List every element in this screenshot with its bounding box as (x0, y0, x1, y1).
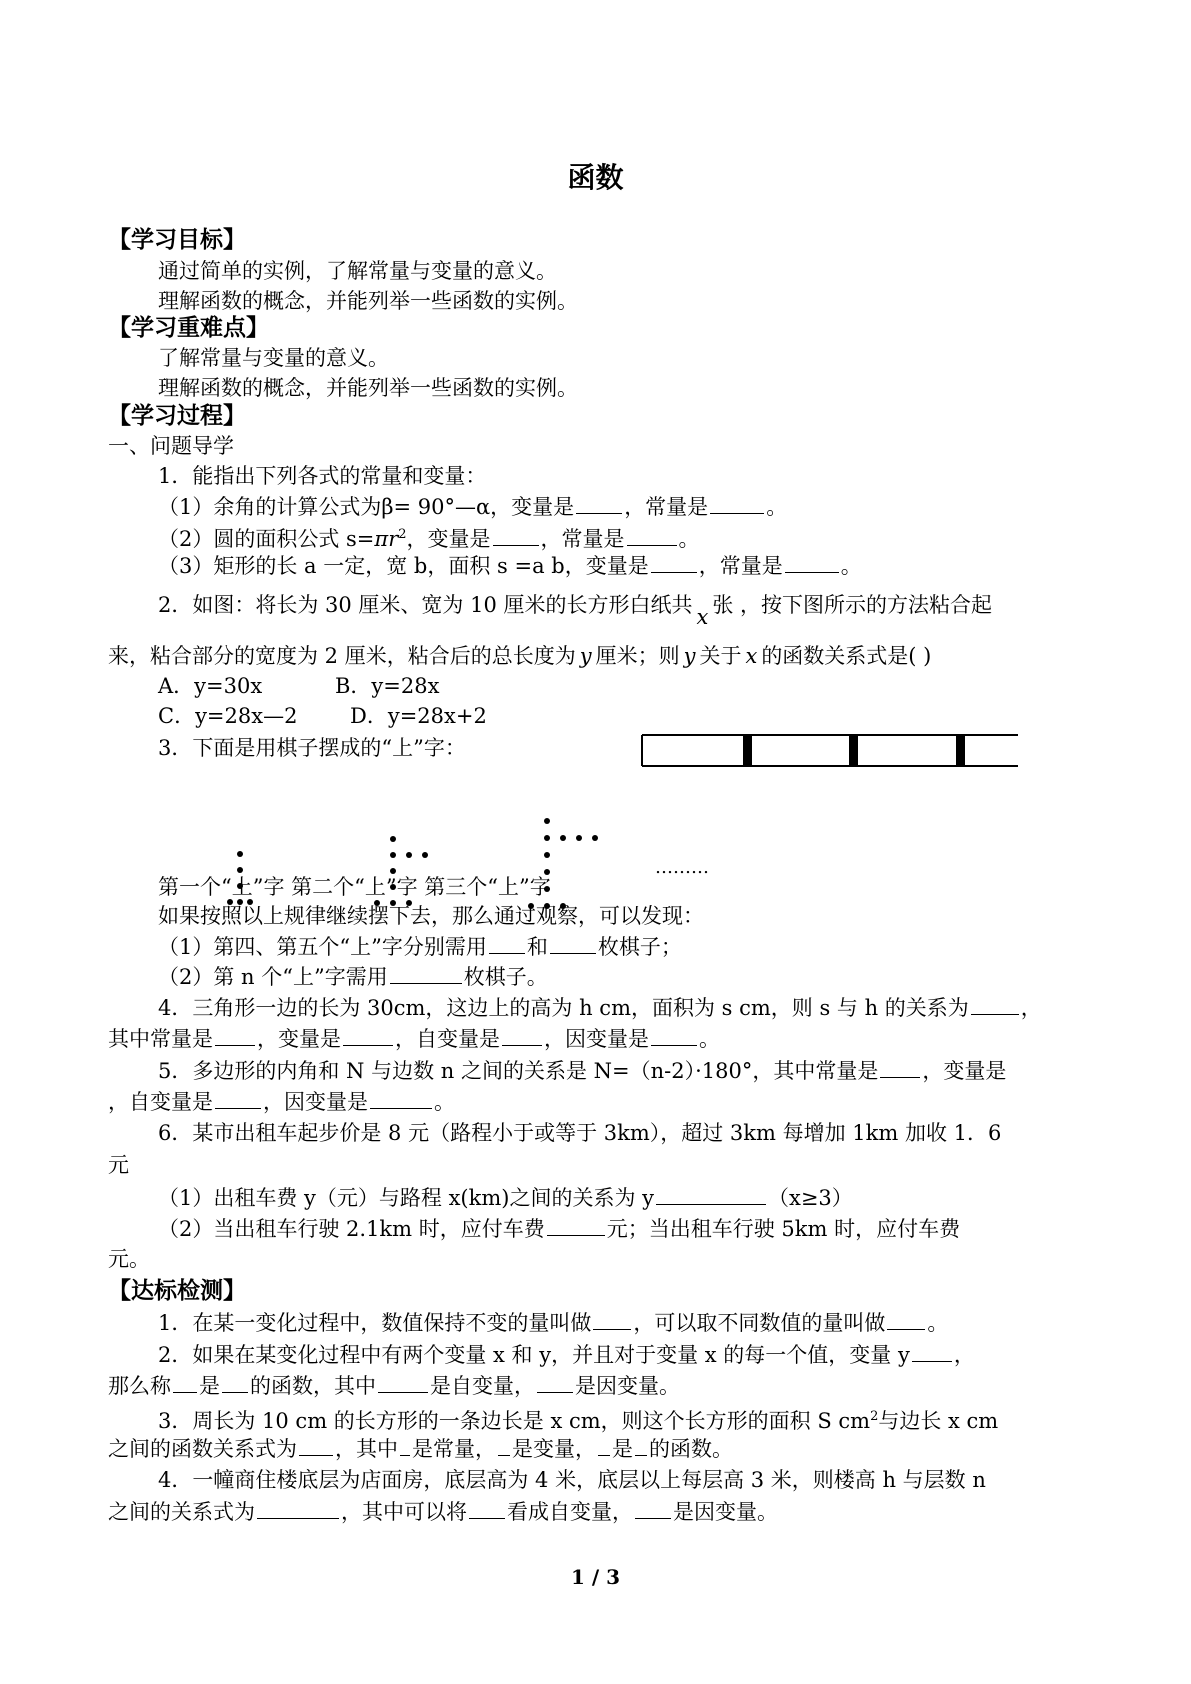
page-title: 函数 (567, 161, 624, 194)
q6-2-text-b: 元；当出租车行驶 5km 时，应付车费 (606, 1217, 961, 1241)
key-1: 了解常量与变量的意义。 (158, 346, 389, 370)
c3-text-g: 是 (612, 1437, 633, 1461)
question-6-1 (158, 1182, 853, 1213)
question-3-labels: 第一个“上”字 第二个“上”字 第三个“上”字 (158, 875, 551, 899)
process-heading: 【学习过程】 (108, 402, 246, 429)
key-2: 理解函数的概念，并能列举一些函数的实例。 (158, 376, 578, 400)
q4-text-a: 4．三角形一边的长为 30cm，这边上的高为 h cm，面积为 s cm，则 s 与 h 的关系为 (158, 996, 969, 1020)
question-1: 1．能指出下列各式的常量和变量： (158, 464, 487, 488)
c3-text-e: 是常量， (412, 1437, 496, 1461)
period: 。 (699, 1027, 720, 1051)
answer-blank[interactable] (635, 1433, 647, 1456)
q5-text-c: ，自变量是 (108, 1090, 213, 1114)
answer-blank[interactable] (547, 1213, 605, 1236)
check-1 (158, 1307, 948, 1338)
check-3-line-1 (158, 1402, 998, 1436)
q1-2-text-b: ，变量是 (406, 527, 491, 551)
answer-blank[interactable] (215, 1023, 255, 1046)
q2-text-a: 2．如图：将长为 30 厘米、宽为 10 厘米的长方形白纸共 (158, 593, 693, 617)
question-2-line-2 (108, 641, 931, 671)
c4-text-c: ，其中可以将 (341, 1500, 467, 1524)
q3-1-text-a: （1）第四、第五个“上”字分别需用 (158, 935, 487, 959)
answer-blank[interactable] (489, 931, 525, 954)
question-1-2 (158, 520, 700, 554)
q1-1-text-a: （1）余角的计算公式为β= 90°—α，变量是 (158, 495, 575, 519)
answer-blank[interactable] (502, 1023, 542, 1046)
c3-text-h: 的函数。 (649, 1437, 733, 1461)
c2-text-a: 2．如果在某变化过程中有两个变量 x 和 y，并且对于变量 x 的每一个值，变量 y (158, 1343, 910, 1367)
c1-text-a: 1．在某一变化过程中，数值保持不变的量叫做 (158, 1311, 592, 1335)
q5-text-b: ，变量是 (922, 1059, 1007, 1083)
option-a[interactable]: A．y=30x (158, 674, 263, 698)
q4-text-c: ，变量是 (257, 1027, 341, 1051)
question-6-line-1: 6．某市出租车起步价是 8 元（路程小于或等于 3km），超过 3km 每增加 1km 加收 1．6 (158, 1121, 1002, 1145)
period: 。 (766, 495, 788, 519)
c2-text-d: 的函数，其中 (250, 1374, 376, 1398)
check-2-line-1 (158, 1339, 975, 1370)
question-4-line-1 (158, 992, 1042, 1023)
q2-text-d: 厘米；则 (595, 644, 680, 668)
period: 。 (840, 554, 862, 578)
answer-blank[interactable] (537, 1370, 573, 1393)
period: 。 (927, 1311, 949, 1335)
q4-text-b: 其中常量是 (108, 1027, 213, 1051)
q5-text-d: ，因变量是 (263, 1090, 368, 1114)
answer-blank[interactable] (880, 1055, 920, 1078)
question-5-line-2 (108, 1086, 455, 1117)
answer-blank[interactable] (493, 523, 539, 546)
answer-blank[interactable] (710, 491, 764, 514)
c3-text-c: 之间的函数关系式为 (108, 1437, 297, 1461)
comma: ， (1020, 996, 1042, 1020)
q6-1-text-b: （x≥3） (767, 1186, 853, 1210)
superscript: 2 (870, 1409, 879, 1424)
question-2-line-1 (158, 590, 993, 629)
question-4-line-2 (108, 1023, 720, 1054)
var-x: x (745, 644, 758, 668)
q1-3-text-b: ，常量是 (698, 554, 783, 578)
key-heading: 【学习重难点】 (108, 314, 269, 341)
c2-text-f: 是因变量。 (575, 1374, 680, 1398)
goal-2: 理解函数的概念，并能列举一些函数的实例。 (158, 289, 578, 313)
answer-blank[interactable] (378, 1370, 428, 1393)
var-y: y (579, 644, 592, 668)
question-6-2-line-2: 元。 (108, 1247, 150, 1271)
answer-blank[interactable] (912, 1339, 952, 1362)
answer-blank[interactable] (598, 1433, 610, 1456)
question-1-3 (158, 550, 862, 581)
answer-blank[interactable] (173, 1370, 197, 1393)
c1-text-b: ，可以取不同数值的量叫做 (633, 1311, 886, 1335)
pi-r-formula: πr (374, 527, 399, 551)
answer-blank[interactable] (651, 550, 697, 573)
option-b[interactable]: B．y=28x (335, 674, 440, 698)
question-3: 3．下面是用棋子摆成的“上”字： (158, 736, 466, 760)
part-1-heading: 一、问题导学 (108, 434, 234, 458)
question-3-1 (158, 931, 682, 962)
c2-text-e: 是自变量， (430, 1374, 535, 1398)
option-c[interactable]: C．y=28x—2 (158, 704, 298, 728)
answer-blank[interactable] (498, 1433, 510, 1456)
answer-blank[interactable] (971, 992, 1019, 1015)
answer-blank[interactable] (785, 550, 839, 573)
q2-text-c: 来，粘合部分的宽度为 2 厘米，粘合后的总长度为 (108, 644, 576, 668)
ellipsis: ……… (655, 857, 709, 878)
var-y: y (683, 644, 696, 668)
answer-blank[interactable] (635, 1496, 671, 1519)
answer-blank[interactable] (469, 1496, 505, 1519)
var-x: x (696, 605, 709, 629)
check-4-line-1: 4．一幢商住楼底层为店面房，底层高为 4 米，底层以上每层高 3 米，则楼高 h 与层数 n (158, 1468, 986, 1492)
answer-blank[interactable] (343, 1023, 393, 1046)
c3-text-d: ，其中 (335, 1437, 398, 1461)
c3-text-a: 3．周长为 10 cm 的长方形的一条边长是 x cm，则这个长方形的面积 S cm (158, 1409, 871, 1433)
period: 。 (678, 527, 700, 551)
c2-text-b: 那么称 (108, 1374, 171, 1398)
question-1-1 (158, 491, 787, 522)
question-6-2-line-1 (158, 1213, 960, 1244)
answer-blank[interactable] (370, 1086, 432, 1109)
goal-1: 通过简单的实例，了解常量与变量的意义。 (158, 259, 557, 283)
q1-2-text-c: ，常量是 (540, 527, 625, 551)
question-6-line-2: 元 (108, 1153, 129, 1177)
page-number: 1 / 3 (570, 1565, 621, 1589)
q3-2-text-b: 枚棋子。 (463, 965, 548, 989)
answer-blank[interactable] (656, 1182, 766, 1205)
c3-text-b: 与边长 x cm (878, 1409, 999, 1433)
q6-1-text-a: （1）出租车费 y（元）与路程 x(km)之间的关系为 y (158, 1186, 654, 1210)
q4-text-e: ，因变量是 (544, 1027, 649, 1051)
q2-text-f: 的函数关系式是( ) (761, 644, 932, 668)
q3-1-text-c: 枚棋子； (597, 935, 682, 959)
check-heading: 【达标检测】 (108, 1277, 246, 1304)
option-d[interactable]: D．y=28x+2 (350, 704, 487, 728)
c2-text-c: 是 (199, 1374, 220, 1398)
superscript: 2 (398, 527, 407, 542)
c4-text-d: 看成自变量， (507, 1500, 633, 1524)
q2-text-e: 关于 (699, 644, 742, 668)
answer-blank[interactable] (215, 1086, 261, 1109)
answer-blank[interactable] (257, 1496, 339, 1519)
c4-text-e: 是因变量。 (673, 1500, 778, 1524)
answer-blank[interactable] (576, 491, 622, 514)
q1-3-text-a: （3）矩形的长 a 一定，宽 b，面积 s =a b，变量是 (158, 554, 649, 578)
check-3-line-2 (108, 1433, 733, 1464)
period: 。 (434, 1090, 455, 1114)
q1-2-text-a: （2）圆的面积公式 s= (158, 527, 375, 551)
comma: ， (953, 1343, 975, 1367)
paper-strip-figure (640, 725, 1020, 775)
check-2-line-2 (108, 1370, 680, 1401)
q2-text-b: 张 ，按下图所示的方法粘合起 (712, 593, 993, 617)
c4-text-b: 之间的关系式为 (108, 1500, 255, 1524)
answer-blank[interactable] (390, 961, 462, 984)
check-4-line-2 (108, 1496, 778, 1527)
q5-text-a: 5．多边形的内角和 N 与边数 n 之间的关系是 N=（n-2）·180°，其中常量是 (158, 1059, 879, 1083)
c3-text-f: 是变量， (512, 1437, 596, 1461)
q3-1-text-b: 和 (526, 935, 548, 959)
answer-blank[interactable] (627, 523, 677, 546)
answer-blank[interactable] (651, 1023, 697, 1046)
q1-1-text-b: ，常量是 (624, 495, 709, 519)
answer-blank[interactable] (550, 931, 596, 954)
answer-blank[interactable] (299, 1433, 333, 1456)
question-5-line-1 (158, 1055, 1006, 1086)
question-3-observation: 如果按照以上规律继续摆下去，那么通过观察，可以发现： (158, 904, 704, 928)
answer-blank[interactable] (887, 1307, 925, 1330)
answer-blank[interactable] (400, 1433, 410, 1456)
q3-2-text-a: （2）第 n 个“上”字需用 (158, 965, 388, 989)
answer-blank[interactable] (222, 1370, 248, 1393)
q4-text-d: ，自变量是 (395, 1027, 500, 1051)
question-3-2 (158, 961, 548, 992)
answer-blank[interactable] (593, 1307, 631, 1330)
goals-heading: 【学习目标】 (108, 226, 246, 253)
q6-2-text-a: （2）当出租车行驶 2.1km 时，应付车费 (158, 1217, 545, 1241)
